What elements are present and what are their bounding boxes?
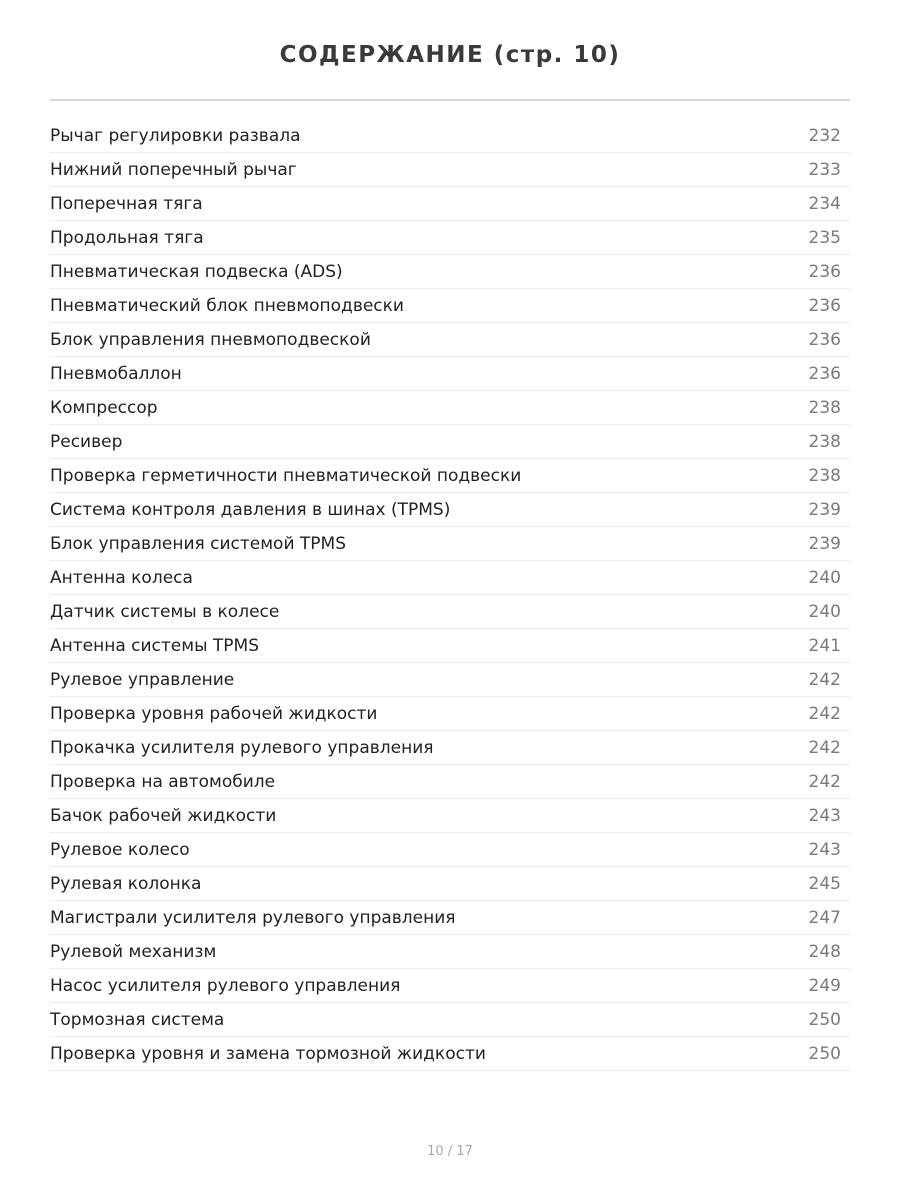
toc-entry[interactable]	[50, 323, 850, 357]
toc-entry-page: 232	[808, 125, 841, 146]
title-divider	[50, 99, 850, 101]
toc-entry-page: 243	[808, 805, 841, 826]
toc-entry[interactable]	[50, 459, 850, 493]
toc-entry[interactable]	[50, 493, 850, 527]
toc-entry-label: Пневмобаллон	[50, 363, 182, 384]
toc-entry[interactable]	[50, 629, 850, 663]
toc-entry-page: 240	[808, 567, 841, 588]
toc-entry-label: Магистрали усилителя рулевого управления	[50, 907, 456, 928]
toc-entry-label: Рулевой механизм	[50, 941, 217, 962]
toc-entry[interactable]	[50, 765, 850, 799]
toc-entry[interactable]	[50, 187, 850, 221]
toc-entry-page: 245	[808, 873, 841, 894]
toc-entry-page: 236	[808, 295, 841, 316]
toc-entry-label: Рычаг регулировки развала	[50, 125, 301, 146]
toc-entry[interactable]	[50, 731, 850, 765]
toc-entry-page: 235	[808, 227, 841, 248]
toc-entry[interactable]	[50, 289, 850, 323]
toc-entry-page: 238	[808, 465, 841, 486]
toc-entry-page: 249	[808, 975, 841, 996]
toc-entry-page: 239	[808, 533, 841, 554]
toc-entry-page: 238	[808, 397, 841, 418]
page-title: СОДЕРЖАНИЕ (стр. 10)	[279, 42, 621, 68]
toc-entry[interactable]	[50, 697, 850, 731]
toc-entry-label: Компрессор	[50, 397, 158, 418]
toc-entry[interactable]	[50, 901, 850, 935]
toc-entry-page: 247	[808, 907, 841, 928]
toc-entry-label: Антенна системы TPMS	[50, 635, 260, 656]
toc-entry[interactable]	[50, 561, 850, 595]
toc-entry-label: Рулевое колесо	[50, 839, 190, 860]
toc-entry-label: Прокачка усилителя рулевого управления	[50, 737, 434, 758]
toc-entry-label: Проверка на автомобиле	[50, 771, 276, 792]
toc-entry-label: Блок управления пневмоподвеской	[50, 329, 371, 350]
toc-entry-page: 242	[808, 771, 841, 792]
toc-entry[interactable]	[50, 119, 850, 153]
toc-entry-label: Пневматическая подвеска (ADS)	[50, 261, 343, 282]
toc-entry-label: Проверка уровня рабочей жидкости	[50, 703, 378, 724]
toc-entry[interactable]	[50, 527, 850, 561]
toc-entry-label: Проверка герметичности пневматической подвески	[50, 465, 522, 486]
toc-entry[interactable]	[50, 969, 850, 1003]
toc-entry-label: Поперечная тяга	[50, 193, 203, 214]
toc-entry-page: 239	[808, 499, 841, 520]
toc-entry[interactable]	[50, 425, 850, 459]
toc-entry-page: 242	[808, 737, 841, 758]
toc-entry-page: 250	[808, 1009, 841, 1030]
toc-entry-page: 248	[808, 941, 841, 962]
toc-entry-label: Продольная тяга	[50, 227, 204, 248]
toc-entry-label: Антенна колеса	[50, 567, 193, 588]
toc-entry[interactable]	[50, 595, 850, 629]
toc-entry-label: Тормозная система	[50, 1009, 225, 1030]
toc-entry-page: 242	[808, 669, 841, 690]
toc-entry-label: Датчик системы в колесе	[50, 601, 280, 622]
toc-entry-page: 242	[808, 703, 841, 724]
toc-entry-label: Пневматический блок пневмоподвески	[50, 295, 404, 316]
toc-entry[interactable]	[50, 1037, 850, 1071]
toc-entry[interactable]	[50, 935, 850, 969]
toc-entry-page: 236	[808, 363, 841, 384]
toc-entry[interactable]	[50, 663, 850, 697]
toc-entry-page: 241	[808, 635, 841, 656]
toc-entry[interactable]	[50, 867, 850, 901]
toc-entry-page: 234	[808, 193, 841, 214]
toc-entry[interactable]	[50, 153, 850, 187]
toc-entry[interactable]	[50, 221, 850, 255]
toc-entry-label: Рулевая колонка	[50, 873, 202, 894]
toc-entry-label: Блок управления системой TPMS	[50, 533, 346, 554]
toc-entry-page: 236	[808, 329, 841, 350]
toc-entry[interactable]	[50, 391, 850, 425]
toc-entry-label: Бачок рабочей жидкости	[50, 805, 277, 826]
toc-list	[50, 119, 850, 1071]
page-number: 10 / 17	[427, 1144, 473, 1159]
toc-page	[50, 0, 850, 1071]
toc-entry-page: 250	[808, 1043, 841, 1064]
toc-entry-page: 233	[808, 159, 841, 180]
toc-entry[interactable]	[50, 799, 850, 833]
toc-entry-label: Рулевое управление	[50, 669, 235, 690]
toc-entry-page: 243	[808, 839, 841, 860]
toc-entry[interactable]	[50, 1003, 850, 1037]
toc-entry[interactable]	[50, 255, 850, 289]
toc-entry-label: Ресивер	[50, 431, 123, 452]
toc-entry-label: Насос усилителя рулевого управления	[50, 975, 401, 996]
toc-entry-page: 240	[808, 601, 841, 622]
toc-entry-page: 236	[808, 261, 841, 282]
toc-entry-label: Проверка уровня и замена тормозной жидкости	[50, 1043, 486, 1064]
toc-entry-page: 238	[808, 431, 841, 452]
toc-entry-label: Система контроля давления в шинах (TPMS)	[50, 499, 451, 520]
toc-entry-label: Нижний поперечный рычаг	[50, 159, 297, 180]
toc-entry[interactable]	[50, 833, 850, 867]
toc-entry[interactable]	[50, 357, 850, 391]
